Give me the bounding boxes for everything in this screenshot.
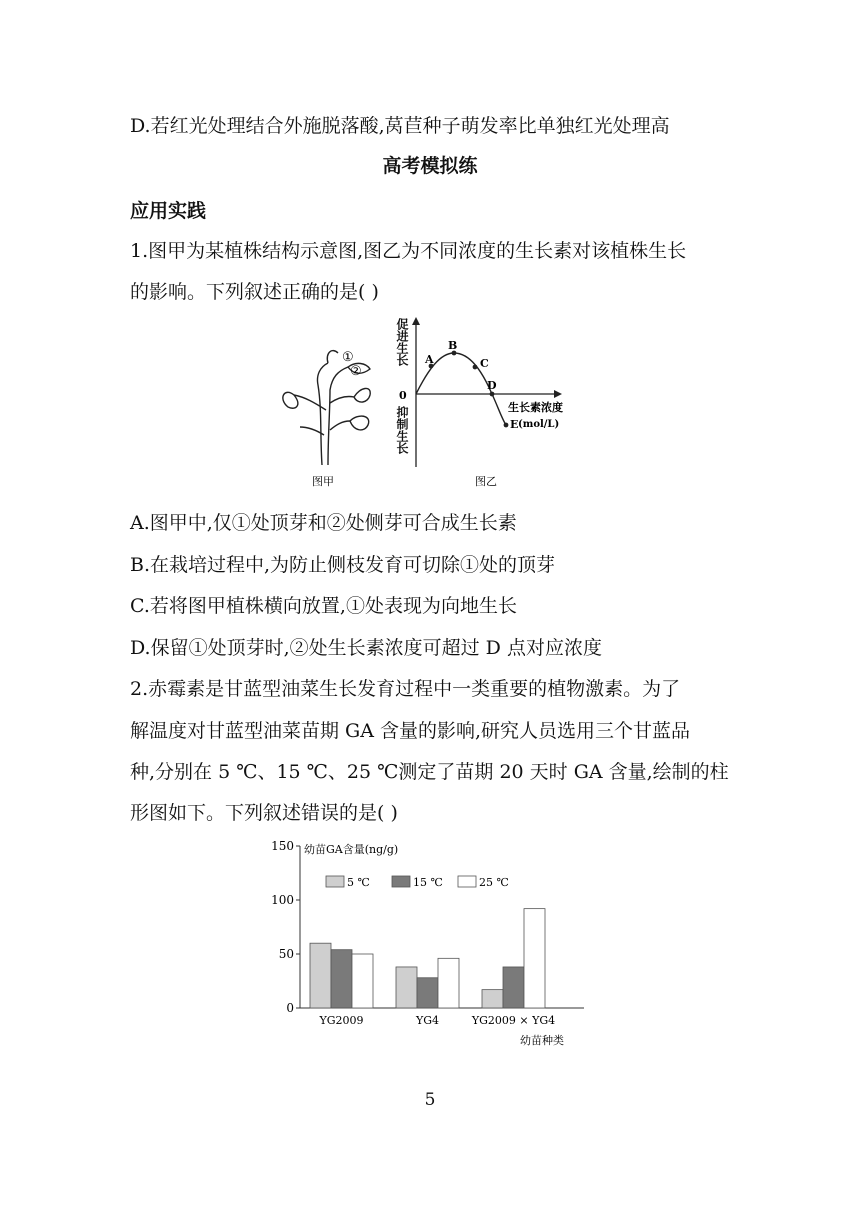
point-d (490, 392, 495, 397)
q1-stem-2: 的影响。下列叙述正确的是( ) (130, 281, 379, 303)
y-label-inhibit: 抑制生长 (395, 406, 409, 454)
q1-option-d: D.保留①处顶芽时,②处生长素浓度可超过 D 点对应浓度 (130, 637, 602, 659)
y-tick-label: 50 (278, 947, 294, 961)
page-number: 5 (424, 1090, 436, 1110)
y-label-promote: 促进生长 (395, 318, 409, 366)
y-zero: 0 (399, 389, 407, 402)
bar (417, 978, 438, 1008)
legend-label: 25 ℃ (479, 876, 509, 889)
legend-swatch (458, 876, 476, 887)
x-axis-arrow (554, 390, 562, 398)
legend-swatch (392, 876, 410, 887)
y-tick-label: 100 (271, 893, 294, 907)
section-title: 高考模拟练 (382, 155, 478, 177)
figure-1 (270, 315, 600, 495)
bar (396, 967, 417, 1008)
x-tick-label: YG2009 (319, 1014, 364, 1027)
bar (524, 909, 545, 1008)
x-unit: (mol/L) (518, 419, 560, 430)
point-c (473, 365, 478, 370)
legend-swatch (326, 876, 344, 887)
q2-stem-1: 2.赤霉素是甘蓝型油菜生长发育过程中一类重要的植物激素。为了 (130, 678, 681, 700)
label-b: B (448, 339, 458, 352)
x-tick-label: YG4 (415, 1014, 440, 1027)
bar (352, 954, 373, 1008)
plant-caption: 图甲 (312, 475, 334, 488)
plant-mark-2: ② (350, 364, 362, 379)
q2-stem-4: 形图如下。下列叙述错误的是( ) (130, 802, 398, 824)
y-tick-label: 150 (271, 839, 294, 853)
chart-y-label: 幼苗GA含量(ng/g) (304, 843, 399, 856)
q1-option-c: C.若将图甲植株横向放置,①处表现为向地生长 (130, 595, 517, 617)
bar (482, 990, 503, 1008)
subsection-title: 应用实践 (130, 200, 207, 222)
q1-option-a: A.图甲中,仅①处顶芽和②处侧芽可合成生长素 (130, 512, 517, 534)
curve-diagram (412, 317, 562, 467)
y-tick-label: 0 (286, 1001, 294, 1015)
x-label: 生长素浓度 (508, 401, 563, 414)
bar (331, 950, 352, 1008)
curve-caption: 图乙 (475, 475, 497, 488)
legend-label: 15 ℃ (413, 876, 443, 889)
plant-mark-1: ① (342, 350, 354, 365)
q2-stem-3: 种,分别在 5 ℃、15 ℃、25 ℃测定了苗期 20 天时 GA 含量,绘制的柱 (130, 761, 729, 783)
label-d: D (487, 379, 497, 392)
q1-stem-1: 1.图甲为某植株结构示意图,图乙为不同浓度的生长素对该植株生长 (130, 240, 687, 262)
bar (438, 958, 459, 1008)
label-c: C (480, 357, 489, 370)
q1-option-b: B.在栽培过程中,为防止侧枝发育可切除①处的顶芽 (130, 554, 556, 576)
ga-bar-chart (270, 836, 600, 1056)
bar (503, 967, 524, 1008)
x-tick-label: YG2009 × YG4 (471, 1014, 556, 1027)
label-e: E (510, 418, 519, 431)
option-d-prev: D.若红光处理结合外施脱落酸,莴苣种子萌发率比单独红光处理高 (130, 115, 670, 137)
bar (310, 943, 331, 1008)
chart-x-label: 幼苗种类 (520, 1034, 564, 1047)
legend-label: 5 ℃ (347, 876, 370, 889)
label-a: A (425, 353, 434, 366)
point-e (504, 423, 509, 428)
y-axis-arrow (412, 317, 420, 325)
q2-stem-2: 解温度对甘蓝型油菜苗期 GA 含量的影响,研究人员选用三个甘蓝品 (130, 720, 691, 742)
